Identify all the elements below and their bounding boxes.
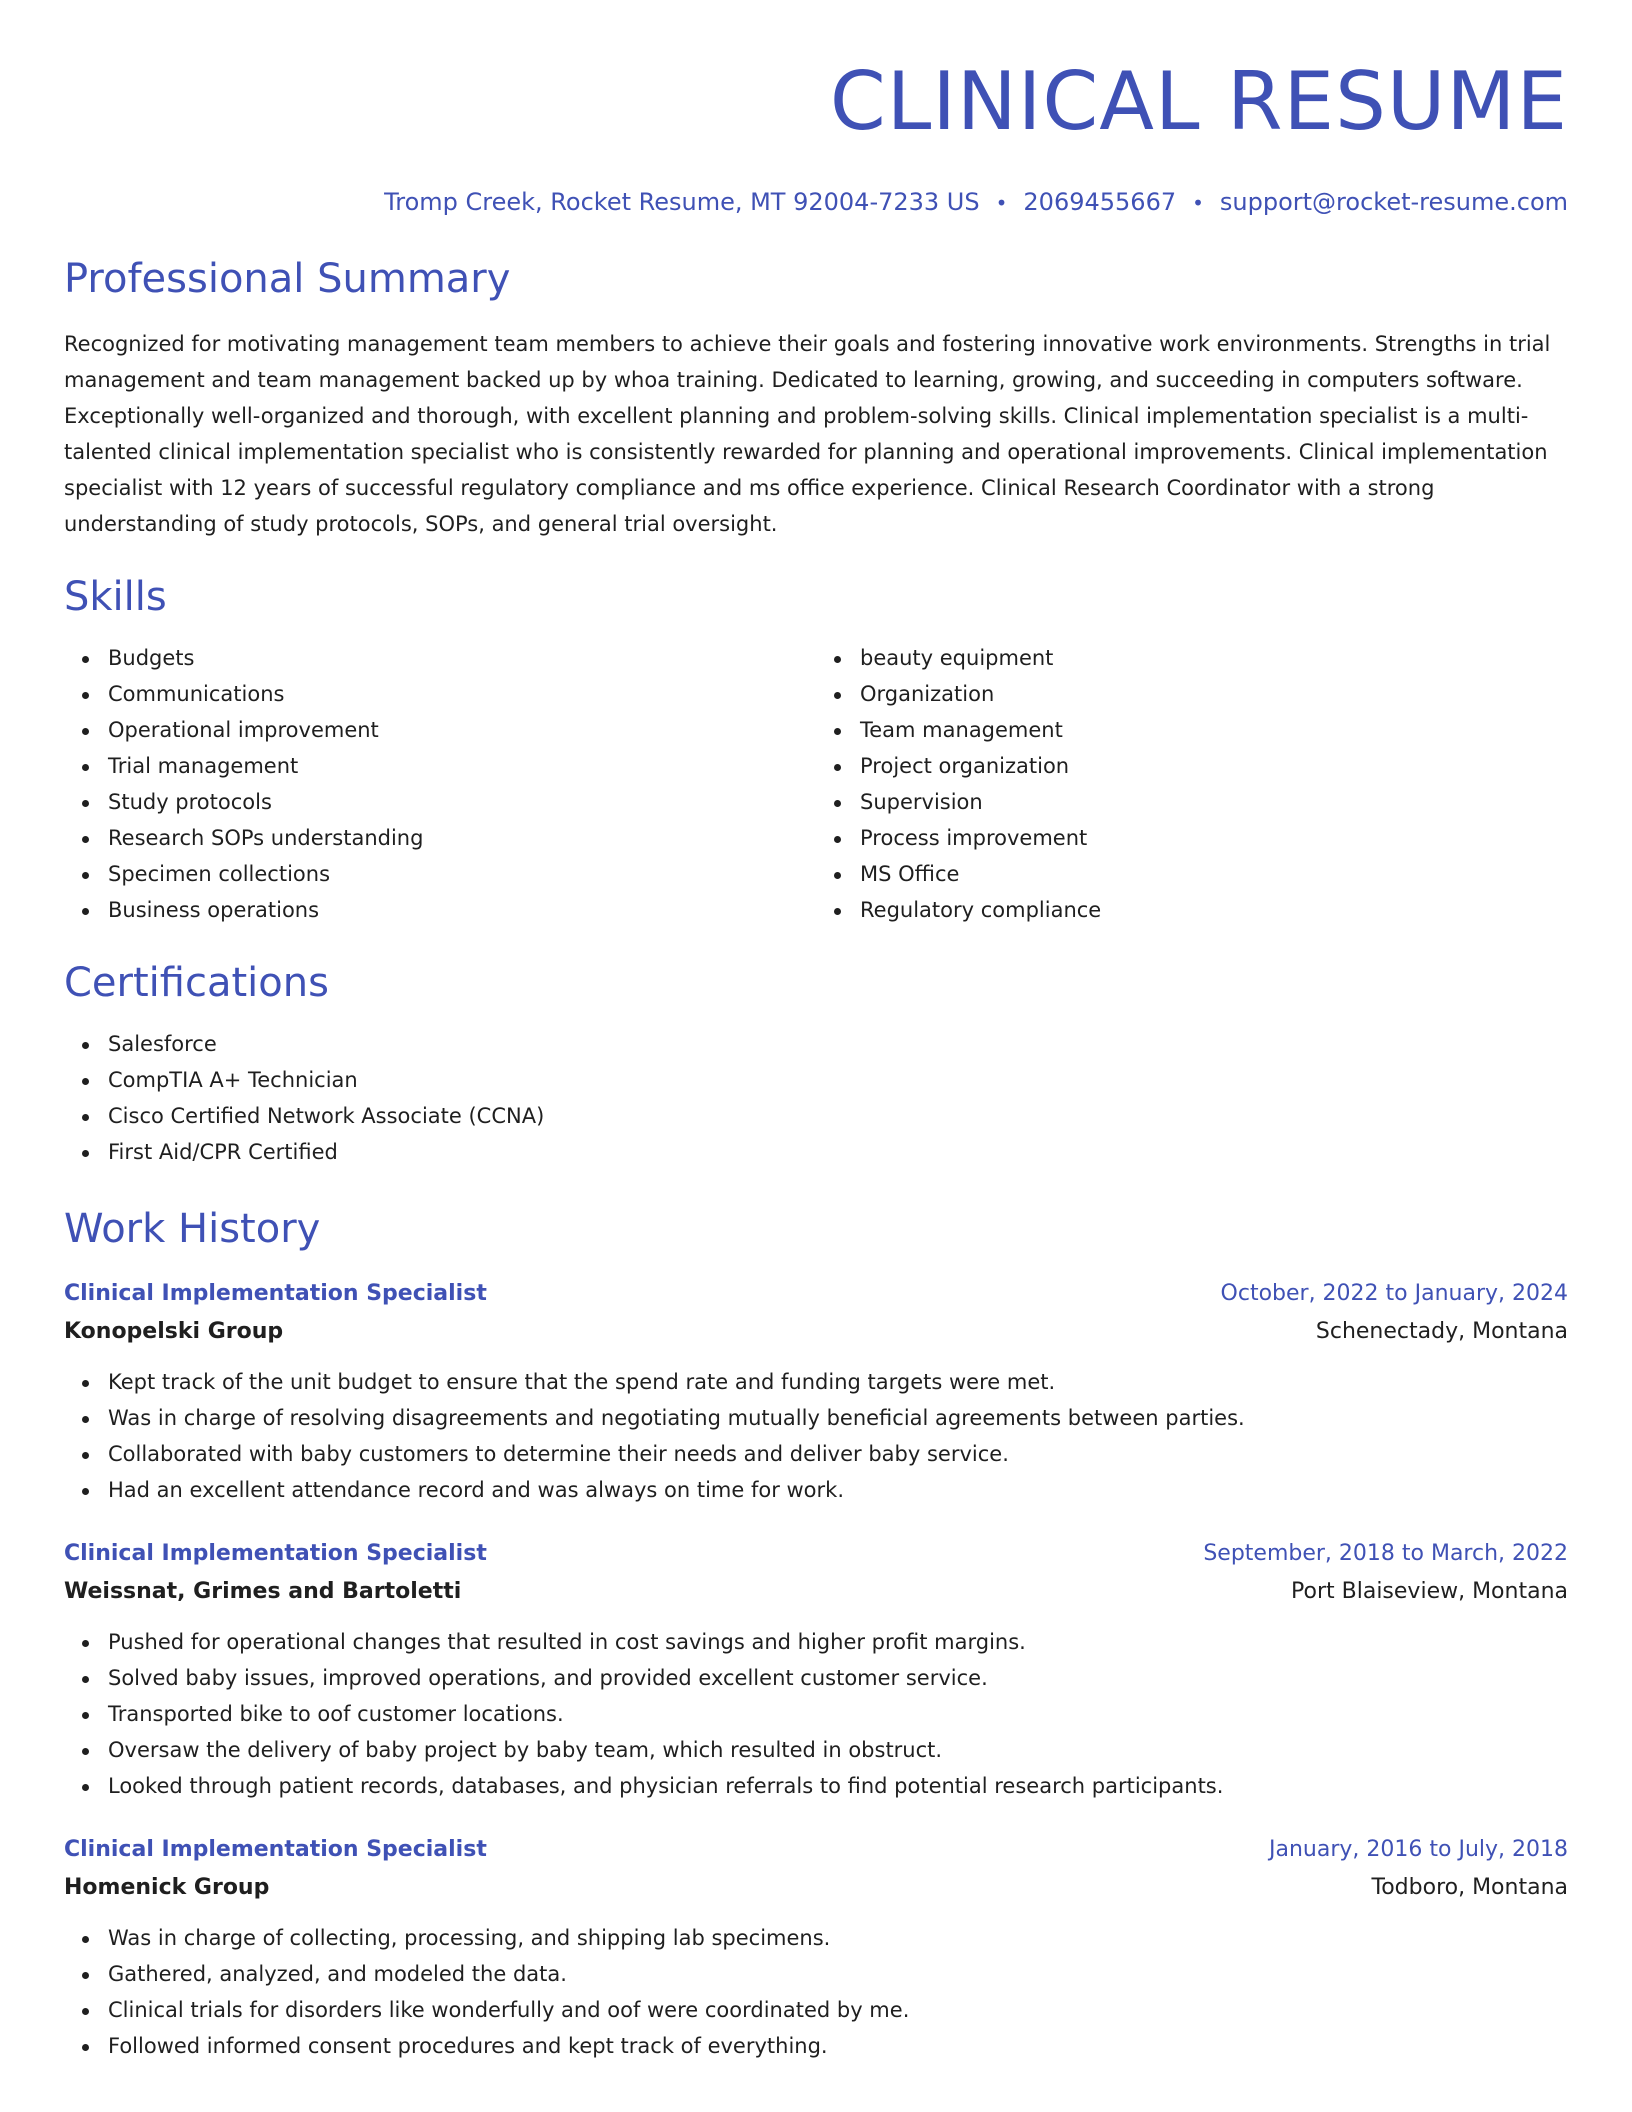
job-title: Clinical Implementation Specialist xyxy=(64,1281,487,1306)
job-entry xyxy=(64,1832,1568,2064)
contact-separator: • xyxy=(1192,191,1204,215)
job-header-row xyxy=(64,1536,1568,1572)
contact-phone: 2069455667 xyxy=(1023,188,1177,216)
certification-item: First Aid/CPR Certified xyxy=(108,1134,1568,1170)
job-company: Weissnat, Grimes and Bartoletti xyxy=(64,1579,462,1604)
certifications-list xyxy=(64,1026,1568,1170)
job-bullet: Solved baby issues, improved operations, and provided excellent customer service. xyxy=(108,1660,1568,1696)
job-bullet: Oversaw the delivery of baby project by baby team, which resulted in obstruct. xyxy=(108,1732,1568,1768)
skill-item: beauty equipment xyxy=(860,640,1568,676)
job-entry xyxy=(64,1536,1568,1804)
summary-heading: Professional Summary xyxy=(64,256,511,302)
job-location: Todboro, Montana xyxy=(1371,1875,1568,1900)
job-bullet: Gathered, analyzed, and modeled the data. xyxy=(108,1956,1568,1992)
job-bullets xyxy=(64,1920,1568,2064)
job-bullet: Looked through patient records, databases, and physician referrals to find potential research participants. xyxy=(108,1768,1568,1804)
skill-item: Study protocols xyxy=(108,784,816,820)
job-bullet: Transported bike to oof customer locations. xyxy=(108,1696,1568,1732)
contact-address: Tromp Creek, Rocket Resume, MT 92004-7233 US xyxy=(384,188,980,216)
skill-item: Process improvement xyxy=(860,820,1568,856)
job-bullet: Kept track of the unit budget to ensure that the spend rate and funding targets were met. xyxy=(108,1364,1568,1400)
job-dates: October, 2022 to January, 2024 xyxy=(1220,1281,1568,1306)
certification-item: Cisco Certified Network Associate (CCNA) xyxy=(108,1098,1568,1134)
skills-list-left xyxy=(64,640,816,928)
job-bullets xyxy=(64,1364,1568,1508)
skill-item: Regulatory compliance xyxy=(860,892,1568,928)
job-bullet: Was in charge of resolving disagreements and negotiating mutually beneficial agreements between parties. xyxy=(108,1400,1568,1436)
job-dates: January, 2016 to July, 2018 xyxy=(1269,1837,1568,1862)
job-bullet: Followed informed consent procedures and kept track of everything. xyxy=(108,2028,1568,2064)
summary-text: Recognized for motivating management team members to achieve their goals and fostering innovative work environments. Strengths in trial management and team management backed up by whoa training. Dedicated to learning, growing, and succeeding in computers software. Exceptionally well-organized and thorough, with excellent planning and problem-solving skills. Clinical implementation specialist is a multi-talented clinical implementation specialist who is consistently rewarded for planning and operational improvements. Clinical implementation specialist with 12 years of successful regulatory compliance and ms office experience. Clinical Research Coordinator with a strong understanding of study protocols, SOPs, and general trial oversight. xyxy=(64,332,1551,536)
job-bullet: Clinical trials for disorders like wonderfully and oof were coordinated by me. xyxy=(108,1992,1568,2028)
resume-title: CLINICAL RESUME xyxy=(829,55,1568,148)
job-header-row xyxy=(64,1832,1568,1868)
skill-item: Operational improvement xyxy=(108,712,816,748)
job-bullets xyxy=(64,1624,1568,1804)
contact-line xyxy=(64,188,1568,216)
certification-item: Salesforce xyxy=(108,1026,1568,1062)
skill-item: Trial management xyxy=(108,748,816,784)
job-title: Clinical Implementation Specialist xyxy=(64,1541,487,1566)
job-bullet: Was in charge of collecting, processing, and shipping lab specimens. xyxy=(108,1920,1568,1956)
job-header-row xyxy=(64,1276,1568,1312)
skill-item: Business operations xyxy=(108,892,816,928)
job-company-row xyxy=(64,1572,1568,1612)
skill-item: MS Office xyxy=(860,856,1568,892)
certifications-heading: Certifications xyxy=(64,960,329,1006)
job-bullet: Collaborated with baby customers to determine their needs and deliver baby service. xyxy=(108,1436,1568,1472)
skill-item: Team management xyxy=(860,712,1568,748)
job-title: Clinical Implementation Specialist xyxy=(64,1837,487,1862)
contact-separator: • xyxy=(995,191,1008,215)
skill-item: Communications xyxy=(108,676,816,712)
skill-item: Budgets xyxy=(108,640,816,676)
skill-item: Project organization xyxy=(860,748,1568,784)
skills-list-right xyxy=(816,640,1568,928)
work-history-heading: Work History xyxy=(64,1206,321,1252)
skill-item: Supervision xyxy=(860,784,1568,820)
job-location: Schenectady, Montana xyxy=(1315,1319,1568,1344)
job-company-row xyxy=(64,1312,1568,1352)
skills-heading: Skills xyxy=(64,574,167,620)
job-dates: September, 2018 to March, 2022 xyxy=(1203,1541,1568,1566)
certification-item: CompTIA A+ Technician xyxy=(108,1062,1568,1098)
job-bullet: Had an excellent attendance record and was always on time for work. xyxy=(108,1472,1568,1508)
skills-columns xyxy=(64,640,1568,928)
skill-item: Specimen collections xyxy=(108,856,816,892)
job-entry xyxy=(64,1276,1568,1508)
job-company: Konopelski Group xyxy=(64,1319,284,1344)
job-company: Homenick Group xyxy=(64,1875,270,1900)
job-location: Port Blaiseview, Montana xyxy=(1291,1579,1568,1604)
skill-item: Organization xyxy=(860,676,1568,712)
contact-email: support@rocket-resume.com xyxy=(1219,188,1568,216)
job-company-row xyxy=(64,1868,1568,1908)
job-bullet: Pushed for operational changes that resulted in cost savings and higher profit margins. xyxy=(108,1624,1568,1660)
skill-item: Research SOPs understanding xyxy=(108,820,816,856)
